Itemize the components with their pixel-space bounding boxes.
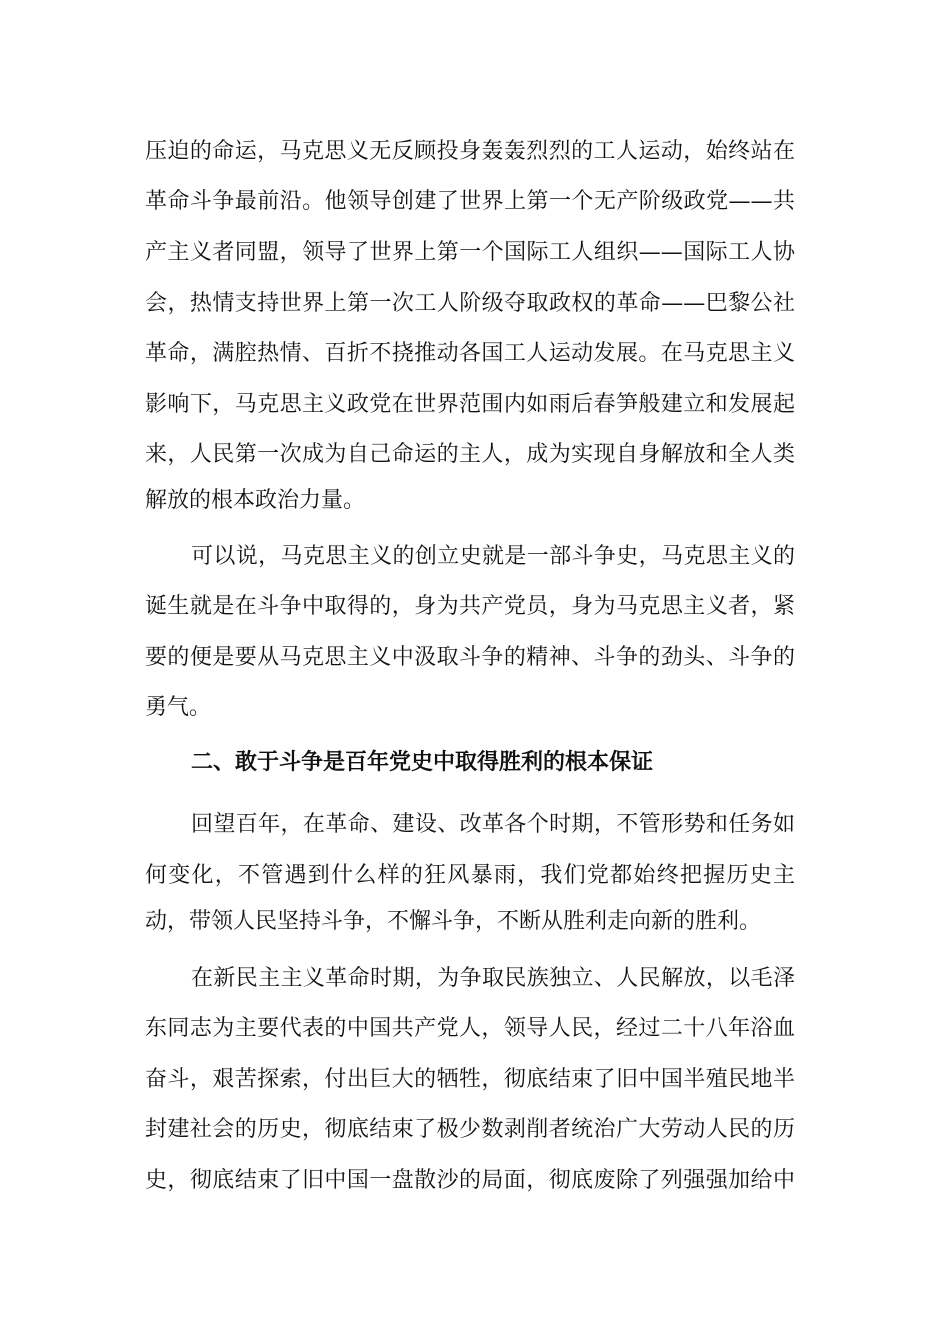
text-line: 革命，满腔热情、百折不挠推动各国工人运动发展。在马克思主义: [145, 341, 795, 366]
text-line: 何变化，不管遇到什么样的狂风暴雨，我们党都始终把握历史主: [145, 863, 795, 888]
text-line: 解放的根本政治力量。: [145, 488, 366, 513]
text-line: 史，彻底结束了旧中国一盘散沙的局面，彻底废除了列强强加给中: [145, 1168, 795, 1193]
text-line: 可以说，马克思主义的创立史就是一部斗争史，马克思主义的: [191, 544, 795, 569]
text-line: 压迫的命运，马克思义无反顾投身轰轰烈烈的工人运动，始终站在: [145, 139, 795, 164]
section-heading: 二、敢于斗争是百年党史中取得胜利的根本保证: [191, 750, 654, 775]
text-line: 产主义者同盟，领导了世界上第一个国际工人组织——国际工人协: [145, 240, 795, 265]
text-line: 封建社会的历史，彻底结束了极少数剥削者统治广大劳动人民的历: [145, 1117, 795, 1142]
text-line: 会，热情支持世界上第一次工人阶级夺取政权的革命——巴黎公社: [145, 291, 795, 316]
text-line: 回望百年，在革命、建设、改革各个时期，不管形势和任务如: [191, 812, 795, 837]
text-line: 诞生就是在斗争中取得的，身为共产党员，身为马克思主义者，紧: [145, 594, 795, 619]
text-line: 勇气。: [145, 695, 212, 720]
text-line: 要的便是要从马克思主义中汲取斗争的精神、斗争的劲头、斗争的: [145, 645, 795, 670]
text-line: 来，人民第一次成为自己命运的主人，成为实现自身解放和全人类: [145, 442, 795, 467]
text-line: 东同志为主要代表的中国共产党人，领导人民，经过二十八年浴血: [145, 1016, 795, 1041]
text-line: 在新民主主义革命时期，为争取民族独立、人民解放，以毛泽: [191, 966, 795, 991]
text-line: 革命斗争最前沿。他领导创建了世界上第一个无产阶级政党——共: [145, 189, 795, 214]
text-line: 动，带领人民坚持斗争，不懈斗争，不断从胜利走向新的胜利。: [145, 909, 762, 934]
text-line: 影响下，马克思主义政党在世界范围内如雨后春笋般建立和发展起: [145, 392, 795, 417]
text-line: 奋斗，艰苦探索，付出巨大的牺牲，彻底结束了旧中国半殖民地半: [145, 1067, 795, 1092]
